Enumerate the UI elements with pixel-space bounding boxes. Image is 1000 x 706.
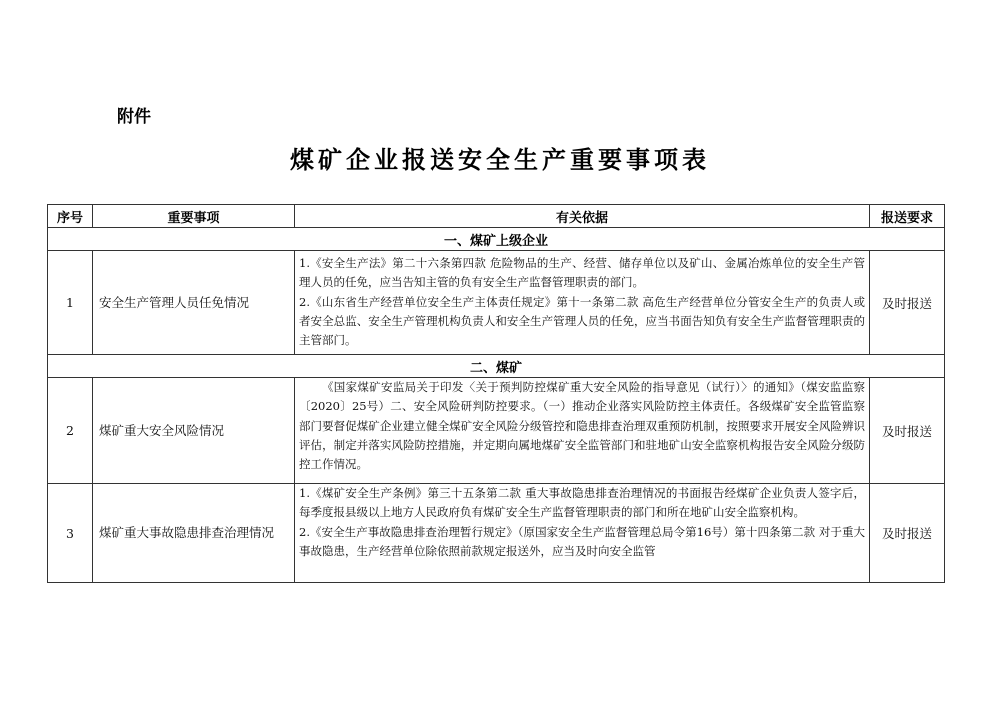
table-row (48, 251, 945, 355)
table-row (48, 378, 945, 484)
row-number: 3 (48, 484, 93, 583)
section-heading: 一、煤矿上级企业 (48, 228, 945, 251)
section-row (48, 228, 945, 251)
header-basis: 有关依据 (295, 205, 870, 228)
basis-paragraph: 《国家煤矿安监局关于印发〈关于预判防控煤矿重大安全风险的指导意见（试行）〉的通知》（煤安监监察〔2020〕25号）二、安全风险研判防控要求。（一）推动企业落实风险防控主体责任。各级煤矿安全监管监察部门要督促煤矿企业建立健全煤矿安全风险分级管控和隐患排查治理双重预防机制，按照要求开展安全风险辨识评估，制定并落实风险防控措施，并定期向属地煤矿安全监管部门和驻地矿山安全监察机构报告安全风险分级防控工作情况。 (299, 380, 865, 472)
header-no: 序号 (48, 205, 93, 228)
row-item: 煤矿重大事故隐患排查治理情况 (93, 484, 295, 583)
basis-paragraph: 2.《山东省生产经营单位安全生产主体责任规定》第十一条第二款 高危生产经营单位分管安全生产的负责人或者安全总监、安全生产管理机构负责人和安全生产管理人员的任免，应当书面告知负有安全生产监督管理职责的主管部门。 (299, 294, 865, 348)
row-basis (295, 378, 870, 484)
header-item: 重要事项 (93, 205, 295, 228)
section-row (48, 355, 945, 378)
row-number: 1 (48, 251, 93, 355)
row-item: 煤矿重大安全风险情况 (93, 378, 295, 484)
attachment-label: 附件 (117, 107, 151, 127)
row-basis (295, 484, 870, 583)
table-header-row (48, 205, 945, 228)
row-requirement: 及时报送 (870, 251, 945, 355)
row-number: 2 (48, 378, 93, 484)
matters-table (47, 204, 945, 583)
row-item: 安全生产管理人员任免情况 (93, 251, 295, 355)
basis-paragraph: 1.《安全生产法》第二十六条第四款 危险物品的生产、经营、储存单位以及矿山、金属冶炼单位的安全生产管理人员的任免，应当告知主管的负有安全生产监督管理职责的部门。 (299, 256, 865, 290)
row-requirement: 及时报送 (870, 378, 945, 484)
section-heading: 二、煤矿 (48, 355, 945, 378)
document-title: 煤矿企业报送安全生产重要事项表 (290, 145, 710, 174)
row-requirement: 及时报送 (870, 484, 945, 583)
row-basis (295, 251, 870, 355)
header-requirement: 报送要求 (870, 205, 945, 228)
table-row (48, 484, 945, 583)
basis-paragraph: 1.《煤矿安全生产条例》第三十五条第二款 重大事故隐患排查治理情况的书面报告经煤矿企业负责人签字后，每季度报县级以上地方人民政府负有煤矿安全生产监督管理职责的部门和所在地矿山安全监察机构。 (299, 486, 865, 520)
basis-paragraph: 2.《安全生产事故隐患排查治理暂行规定》（原国家安全生产监督管理总局令第16号）第十四条第二款 对于重大事故隐患，生产经营单位除依照前款规定报送外，应当及时向安全监管 (299, 524, 865, 558)
